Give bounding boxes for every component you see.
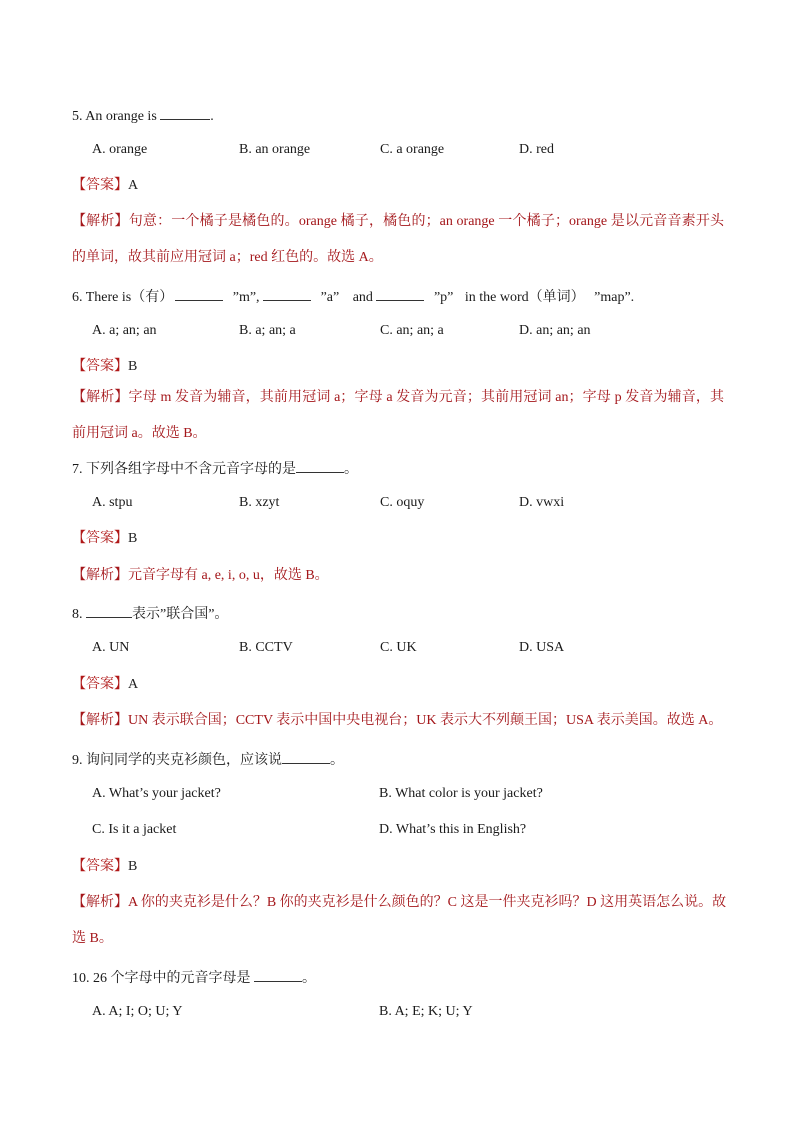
answer-blank xyxy=(254,967,302,982)
question-6-stem xyxy=(72,286,634,307)
question-text: 。 xyxy=(302,971,316,986)
answer-blank xyxy=(86,603,132,618)
answer-blank xyxy=(282,749,330,764)
answer-tag: 【答案】 xyxy=(72,859,128,874)
answer-value: B xyxy=(128,531,138,546)
option-b: B. What color is your jacket? xyxy=(379,786,543,801)
option-c: C. a orange xyxy=(380,142,445,157)
question-text: 9. 询问同学的夹克衫颜色，应该说 xyxy=(72,753,282,768)
explanation-text: 元音字母有 a, e, i, o, u，故选 B。 xyxy=(128,568,329,583)
explanation-tag: 【解析】 xyxy=(72,214,129,229)
option-a: A. UN xyxy=(92,640,130,655)
explanation-tag: 【解析】 xyxy=(72,895,128,910)
option-b: B. CCTV xyxy=(239,640,293,655)
option-b: B. a; an; a xyxy=(239,323,296,338)
question-text: in the word（单词） xyxy=(464,290,585,305)
explanation-line: 的单词，故其前应用冠词 a；red 红色的。故选 A。 xyxy=(72,250,383,265)
question-text: 8. xyxy=(72,607,86,622)
explanation-text: UN 表示联合国；CCTV 表示中国中央电视台；UK 表示大不列颠王国；USA 表示美国。故选 A。 xyxy=(128,713,723,728)
option-d: D. USA xyxy=(519,640,565,655)
option-d: D. an; an; an xyxy=(519,323,591,338)
question-text: . xyxy=(210,109,214,124)
explanation-line: 选 B。 xyxy=(72,931,113,946)
question-text: 6. There is（有） xyxy=(72,290,174,305)
answer-tag: 【答案】 xyxy=(72,359,128,374)
option-a: A. What’s your jacket? xyxy=(92,786,221,801)
explanation-tag: 【解析】 xyxy=(72,713,128,728)
option-a: A. stpu xyxy=(92,495,133,510)
question-text: 7. 下列各组字母中不含元音字母的是 xyxy=(72,462,296,477)
question-text: 10. 26 个字母中的元音字母是 xyxy=(72,971,254,986)
answer-value: A xyxy=(128,178,139,193)
answer-line xyxy=(72,530,137,548)
answer-tag: 【答案】 xyxy=(72,178,128,193)
option-b: B. A; E; K; U; Y xyxy=(379,1004,473,1019)
question-10-stem xyxy=(72,967,316,988)
question-7-stem xyxy=(72,458,358,479)
option-a: A. orange xyxy=(92,142,148,157)
question-9-stem xyxy=(72,749,344,770)
explanation-line xyxy=(72,389,724,407)
question-text: ”a” xyxy=(320,290,340,305)
answer-line xyxy=(72,177,138,195)
answer-value: A xyxy=(128,677,139,692)
option-a: A. a; an; an xyxy=(92,323,157,338)
explanation-tag: 【解析】 xyxy=(72,568,128,583)
option-d: D. vwxi xyxy=(519,495,565,510)
answer-line xyxy=(72,358,137,376)
answer-line xyxy=(72,676,138,694)
answer-blank xyxy=(263,286,311,301)
option-b: B. xzyt xyxy=(239,495,280,510)
question-8-stem xyxy=(72,603,228,624)
explanation-line xyxy=(72,567,329,585)
option-d: D. red xyxy=(519,142,554,157)
answer-blank xyxy=(160,105,210,120)
answer-blank xyxy=(376,286,424,301)
option-c: C. UK xyxy=(380,640,417,655)
question-text: ”map”. xyxy=(594,290,635,305)
explanation-line xyxy=(72,894,727,912)
question-text: and xyxy=(352,290,373,305)
option-c: C. Is it a jacket xyxy=(92,822,177,837)
question-text: 。 xyxy=(330,753,344,768)
question-text: 。 xyxy=(344,462,358,477)
option-c: C. oquy xyxy=(380,495,425,510)
answer-tag: 【答案】 xyxy=(72,677,128,692)
answer-tag: 【答案】 xyxy=(72,531,128,546)
option-a: A. A; I; O; U; Y xyxy=(92,1004,183,1019)
question-text: ”p” xyxy=(433,290,454,305)
answer-value: B xyxy=(128,859,138,874)
answer-line xyxy=(72,858,137,876)
explanation-line xyxy=(72,213,724,231)
explanation-text: 句意：一个橘子是橘色的。orange 橘子，橘色的；an orange 一个橘子；orange 是以元音音素开头 xyxy=(128,214,725,229)
answer-blank xyxy=(296,458,344,473)
option-d: D. What’s this in English? xyxy=(379,822,527,837)
explanation-tag: 【解析】 xyxy=(72,390,129,405)
answer-blank xyxy=(175,286,223,301)
question-text: 5. An orange is xyxy=(72,109,161,124)
answer-value: B xyxy=(128,359,138,374)
option-b: B. an orange xyxy=(239,142,311,157)
question-5-stem xyxy=(72,105,214,126)
explanation-text: A 你的夹克衫是什么？B 你的夹克衫是什么颜色的？C 这是一件夹克衫吗？D 这用英语怎么说。故 xyxy=(128,895,727,910)
question-text: 表示”联合国”。 xyxy=(132,607,229,622)
explanation-line: 前用冠词 a。故选 B。 xyxy=(72,426,207,441)
explanation-text: 字母 m 发音为辅音，其前用冠词 a；字母 a 发音为元音；其前用冠词 an；字母 p 发音为辅音，其 xyxy=(128,390,725,405)
explanation-line xyxy=(72,712,722,730)
question-text: ”m”, xyxy=(232,290,260,305)
option-c: C. an; an; a xyxy=(380,323,444,338)
